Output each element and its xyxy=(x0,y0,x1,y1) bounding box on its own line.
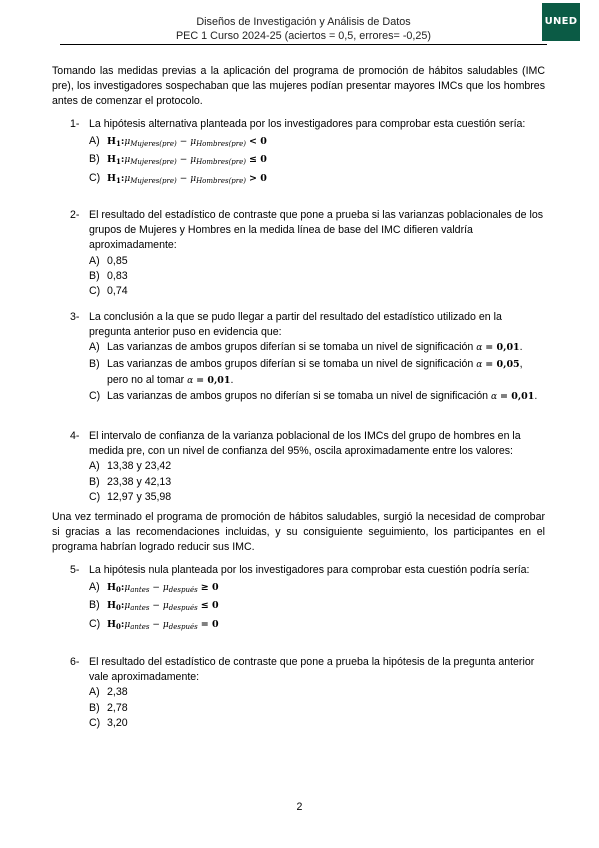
mu-symbol: μ xyxy=(124,601,131,612)
colon: : xyxy=(120,600,125,612)
page-header xyxy=(60,14,547,45)
hypothesis-symbol: H xyxy=(107,136,116,148)
option-text: Las varianzas de ambos grupos diferían si se tomaba un nivel de significación xyxy=(107,341,477,354)
option-a[interactable] xyxy=(89,459,545,474)
question-text: La hipótesis nula planteada por los investigadores para comprobar esta cuestión podría sería: xyxy=(89,564,530,576)
option-label: A) xyxy=(89,460,100,473)
relation: > 0 xyxy=(248,172,267,184)
colon: : xyxy=(120,618,125,630)
alpha-symbol: α xyxy=(476,359,483,370)
option-text: 12,97 y 35,98 xyxy=(107,490,172,503)
option-tail: . xyxy=(519,341,523,354)
mu-symbol: μ xyxy=(124,173,131,184)
question-number: 5- xyxy=(70,564,80,576)
mu-subscript: antes xyxy=(130,604,150,613)
mu-symbol: μ xyxy=(162,583,169,594)
logo-text: UNED xyxy=(544,16,578,28)
minus-sign: − xyxy=(179,173,188,184)
mu-subscript: Mujeres(pre) xyxy=(130,176,177,185)
alpha-value: = 0,01 xyxy=(485,342,520,354)
option-tail: . xyxy=(230,373,234,386)
question-text: El resultado del estadístico de contraste que pone a prueba si las varianzas poblacionales de los grupos de Mujeres y Hombres en la medida línea de base del IMC difieren valdría aproximadamente: xyxy=(89,209,544,252)
mu-symbol: μ xyxy=(124,619,131,630)
option-label: C) xyxy=(89,285,101,298)
relation: ≤ 0 xyxy=(200,600,219,612)
mu-subscript: Mujeres(pre) xyxy=(130,140,177,149)
alpha-value: = 0,05 xyxy=(485,358,520,370)
relation: ≥ 0 xyxy=(200,582,219,594)
option-text: 13,38 y 23,42 xyxy=(107,460,172,473)
option-text: Las varianzas de ambos grupos no diferían si se tomaba un nivel de significación xyxy=(107,390,491,403)
question-number: 2- xyxy=(70,209,80,221)
hypothesis-subscript: 0 xyxy=(115,603,121,613)
alpha-symbol: α xyxy=(476,343,483,354)
hypothesis-symbol: H xyxy=(107,154,116,166)
mu-subscript: Hombres(pre) xyxy=(196,158,247,167)
option-a[interactable] xyxy=(89,685,545,700)
colon: : xyxy=(120,154,125,166)
hypothesis-symbol: H xyxy=(107,600,116,612)
alpha-symbol: α xyxy=(187,375,194,386)
hypothesis-subscript: 1 xyxy=(115,175,121,185)
option-c[interactable] xyxy=(89,389,545,405)
option-label: A) xyxy=(89,581,100,594)
option-text: 23,38 y 42,13 xyxy=(107,475,172,488)
option-b[interactable] xyxy=(89,269,545,284)
mu-subscript: antes xyxy=(130,586,150,595)
option-b[interactable] xyxy=(89,357,545,389)
course-title: Diseños de Investigación y Análisis de Datos xyxy=(196,16,411,28)
option-label: C) xyxy=(89,617,101,630)
page-number: 2 xyxy=(296,801,303,813)
hypothesis-symbol: H xyxy=(107,582,116,594)
mu-subscript: después xyxy=(168,622,198,631)
question-4 xyxy=(70,429,545,505)
option-label: C) xyxy=(89,716,101,729)
minus-sign: − xyxy=(152,601,160,612)
mu-subscript: después xyxy=(168,604,198,613)
option-a[interactable] xyxy=(89,580,545,598)
option-text: 0,74 xyxy=(107,285,128,298)
question-1 xyxy=(70,117,545,189)
option-text: 2,38 xyxy=(107,686,128,699)
minus-sign: − xyxy=(179,137,188,148)
alpha-value: = 0,01 xyxy=(196,374,231,386)
option-label: B) xyxy=(89,357,100,370)
hypothesis-subscript: 0 xyxy=(115,585,121,595)
question-2 xyxy=(70,208,545,299)
question-6 xyxy=(70,655,545,731)
option-b[interactable] xyxy=(89,701,545,716)
colon: : xyxy=(120,136,125,148)
mu-symbol: μ xyxy=(190,173,197,184)
question-5 xyxy=(70,563,545,635)
header-divider xyxy=(60,44,547,45)
relation: = 0 xyxy=(200,618,219,630)
option-c[interactable] xyxy=(89,490,545,505)
option-tail: , pero no al tomar xyxy=(107,357,523,386)
question-3 xyxy=(70,310,545,405)
option-a[interactable] xyxy=(89,254,545,269)
option-label: B) xyxy=(89,269,100,282)
option-b[interactable] xyxy=(89,152,545,170)
mu-symbol: μ xyxy=(162,619,169,630)
mu-subscript: Hombres(pre) xyxy=(196,176,247,185)
mu-symbol: μ xyxy=(190,155,197,166)
hypothesis-subscript: 1 xyxy=(115,157,121,167)
option-label: B) xyxy=(89,153,100,166)
mu-symbol: μ xyxy=(162,601,169,612)
option-label: B) xyxy=(89,599,100,612)
exam-subtitle: PEC 1 Curso 2024-25 (aciertos = 0,5, errores= -0,25) xyxy=(175,30,432,42)
alpha-value: = 0,01 xyxy=(499,391,535,403)
option-label: A) xyxy=(89,341,100,354)
alpha-symbol: α xyxy=(490,392,498,403)
option-c[interactable] xyxy=(89,284,545,299)
colon: : xyxy=(120,582,125,594)
minus-sign: − xyxy=(152,583,160,594)
option-tail: . xyxy=(534,390,538,403)
option-label: C) xyxy=(89,171,101,184)
question-number: 6- xyxy=(70,656,80,668)
relation: < 0 xyxy=(248,136,267,148)
minus-sign: − xyxy=(179,155,188,166)
minus-sign: − xyxy=(152,619,160,630)
mu-subscript: después xyxy=(168,586,198,595)
option-label: A) xyxy=(89,254,100,267)
hypothesis-subscript: 1 xyxy=(115,139,121,149)
intro-paragraph-1: Tomando las medidas previas a la aplicación del programa de promoción de hábitos saludables (IMC pre), los investigadores sospechaban que las mujeres podían presentar mayores IMCs que los hombres antes de comenzar el protocolo. xyxy=(52,65,545,108)
mu-symbol: μ xyxy=(124,583,131,594)
option-c[interactable] xyxy=(89,617,545,635)
mu-subscript: antes xyxy=(130,622,150,631)
option-label: B) xyxy=(89,701,100,714)
uned-logo xyxy=(542,3,580,41)
mu-symbol: μ xyxy=(124,155,131,166)
option-label: C) xyxy=(89,390,101,403)
option-text: 0,83 xyxy=(107,269,128,282)
option-text: Las varianzas de ambos grupos diferían si se tomaba un nivel de significación xyxy=(107,357,477,370)
option-a[interactable] xyxy=(89,134,545,152)
option-label: C) xyxy=(89,490,101,503)
hypothesis-subscript: 0 xyxy=(115,621,121,631)
option-a[interactable] xyxy=(89,340,545,356)
mu-symbol: μ xyxy=(190,137,197,148)
option-label: A) xyxy=(89,135,100,148)
option-label: A) xyxy=(89,686,100,699)
question-number: 1- xyxy=(70,118,80,130)
mu-symbol: μ xyxy=(124,137,131,148)
question-text: El resultado del estadístico de contraste que pone a prueba la hipótesis de la pregunta anterior vale aproximadamente: xyxy=(89,656,535,684)
question-text: La hipótesis alternativa planteada por los investigadores para comprobar esta cuestión sería: xyxy=(89,118,526,130)
option-label: B) xyxy=(89,475,100,488)
mu-subscript: Mujeres(pre) xyxy=(130,158,177,167)
question-number: 4- xyxy=(70,430,80,442)
question-text: La conclusión a la que se pudo llegar a partir del resultado del estadístico utilizado en la pregunta anterior puso en evidencia que: xyxy=(89,311,502,339)
option-b[interactable] xyxy=(89,598,545,616)
question-text: El intervalo de confianza de la varianza poblacional de los IMCs del grupo de hombres en la medida pre, con un nivel de confianza del 95%, oscila aproximadamente entre los valores: xyxy=(89,430,521,458)
hypothesis-symbol: H xyxy=(107,618,116,630)
option-text: 0,85 xyxy=(107,254,128,267)
hypothesis-symbol: H xyxy=(107,172,116,184)
mu-subscript: Hombres(pre) xyxy=(196,140,247,149)
option-c[interactable] xyxy=(89,171,545,189)
colon: : xyxy=(120,172,125,184)
relation: ≤ 0 xyxy=(248,154,267,166)
option-text: 2,78 xyxy=(107,701,128,714)
intro-paragraph-2: Una vez terminado el programa de promoción de hábitos saludables, surgió la necesidad de comprobar si gracias a las recomendaciones incluidas, y su consiguiente seguimiento, los participantes en el programa habrían logrado reducir sus IMC. xyxy=(52,511,545,554)
option-c[interactable] xyxy=(89,716,545,731)
question-number: 3- xyxy=(70,311,80,323)
option-text: 3,20 xyxy=(107,716,128,729)
option-b[interactable] xyxy=(89,475,545,490)
